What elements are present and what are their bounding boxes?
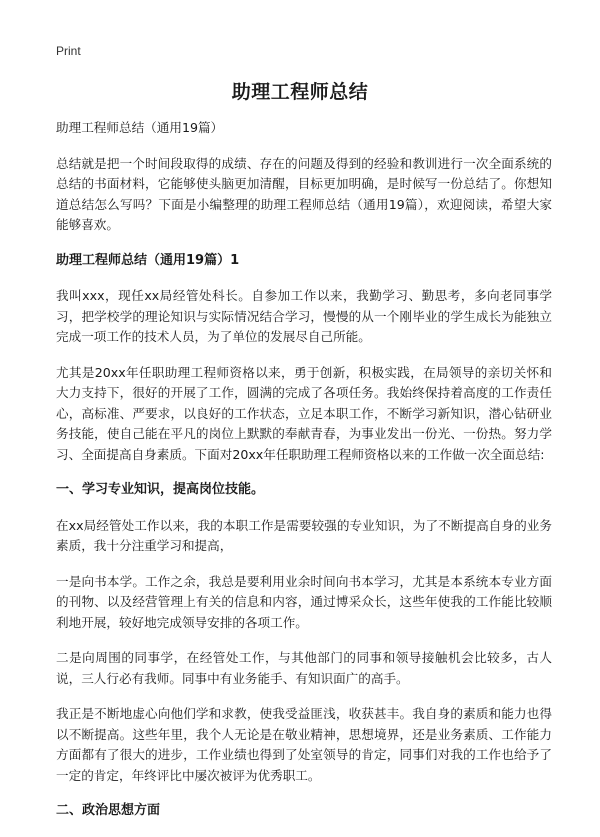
body-paragraph: 在xx局经管处工作以来，我的本职工作是需要较强的专业知识，为了不断提高自身的业务素质，我十分注重学习和提高，	[56, 517, 552, 553]
body-paragraph: 我叫xxx，现任xx局经管处科长。自参加工作以来，我勤学习、勤思考，多向老同事学习，把学校学的理论知识与实际情况结合学习，慢慢的从一个刚毕业的学生成长为能独立完成一项工作的技术人员，为了单位的发展尽自己所能。	[56, 288, 552, 344]
document-body	[56, 118, 552, 837]
intro-paragraph: 总结就是把一个时间段取得的成绩、存在的问题及得到的经验和教训进行一次全面系统的总结的书面材料，它能够使头脑更加清醒，目标更加明确，是时候写一份总结了。你想知道总结怎么写吗？下面是小编整理的助理工程师总结（通用19篇），欢迎阅读，希望大家能够喜欢。	[56, 155, 552, 232]
body-paragraph: 尤其是20xx年任职助理工程师资格以来，勇于创新，积极实践，在局领导的亲切关怀和大力支持下，很好的开展了工作，圆满的完成了各项任务。我始终保持着高度的工作责任心，高标准、严要求，以良好的工作状态，立足本职工作，不断学习新知识，潜心钻研业务技能，使自己能在平凡的岗位上默默的奉献青春，为事业发出一份光、一份热。努力学习、全面提高自身素质。下面对20xx年任职助理工程师资格以来的工作做一次全面总结:	[56, 364, 552, 462]
body-paragraph: 我正是不断地虚心向他们学和求教，使我受益匪浅，收获甚丰。我自身的素质和能力也得以不断提高。这些年里，我个人无论是在敬业精神，思想境界，还是业务素质、工作能力方面都有了很大的进步，工作业绩也得到了处室领导的肯定，同事们对我的工作也给予了一定的肯定，年终评比中屡次被评为优秀职工。	[56, 706, 552, 783]
page-title: 助理工程师总结	[231, 81, 369, 103]
body-paragraph: 一是向书本学。工作之余，我总是要利用业余时间向书本学习，尤其是本系统本专业方面的刊物、以及经营管理上有关的信息和内容，通过博采众长，这些年使我的工作能比较顺利地开展，较好地完成领导安排的各项工作。	[56, 573, 552, 630]
subsection-heading: 二、政治思想方面	[56, 803, 161, 818]
body-paragraph: 二是向周围的同事学，在经管处工作，与其他部门的同事和领导接触机会比较多，古人说，三人行必有我师。同事中有业务能手、有知识面广的高手。	[56, 650, 552, 686]
subsection-heading: 一、学习专业知识，提高岗位技能。	[56, 482, 265, 497]
document-subtitle: 助理工程师总结（通用19篇）	[56, 120, 224, 135]
print-link[interactable]: Print	[56, 44, 81, 58]
section-heading: 助理工程师总结（通用19篇）1	[56, 252, 240, 268]
